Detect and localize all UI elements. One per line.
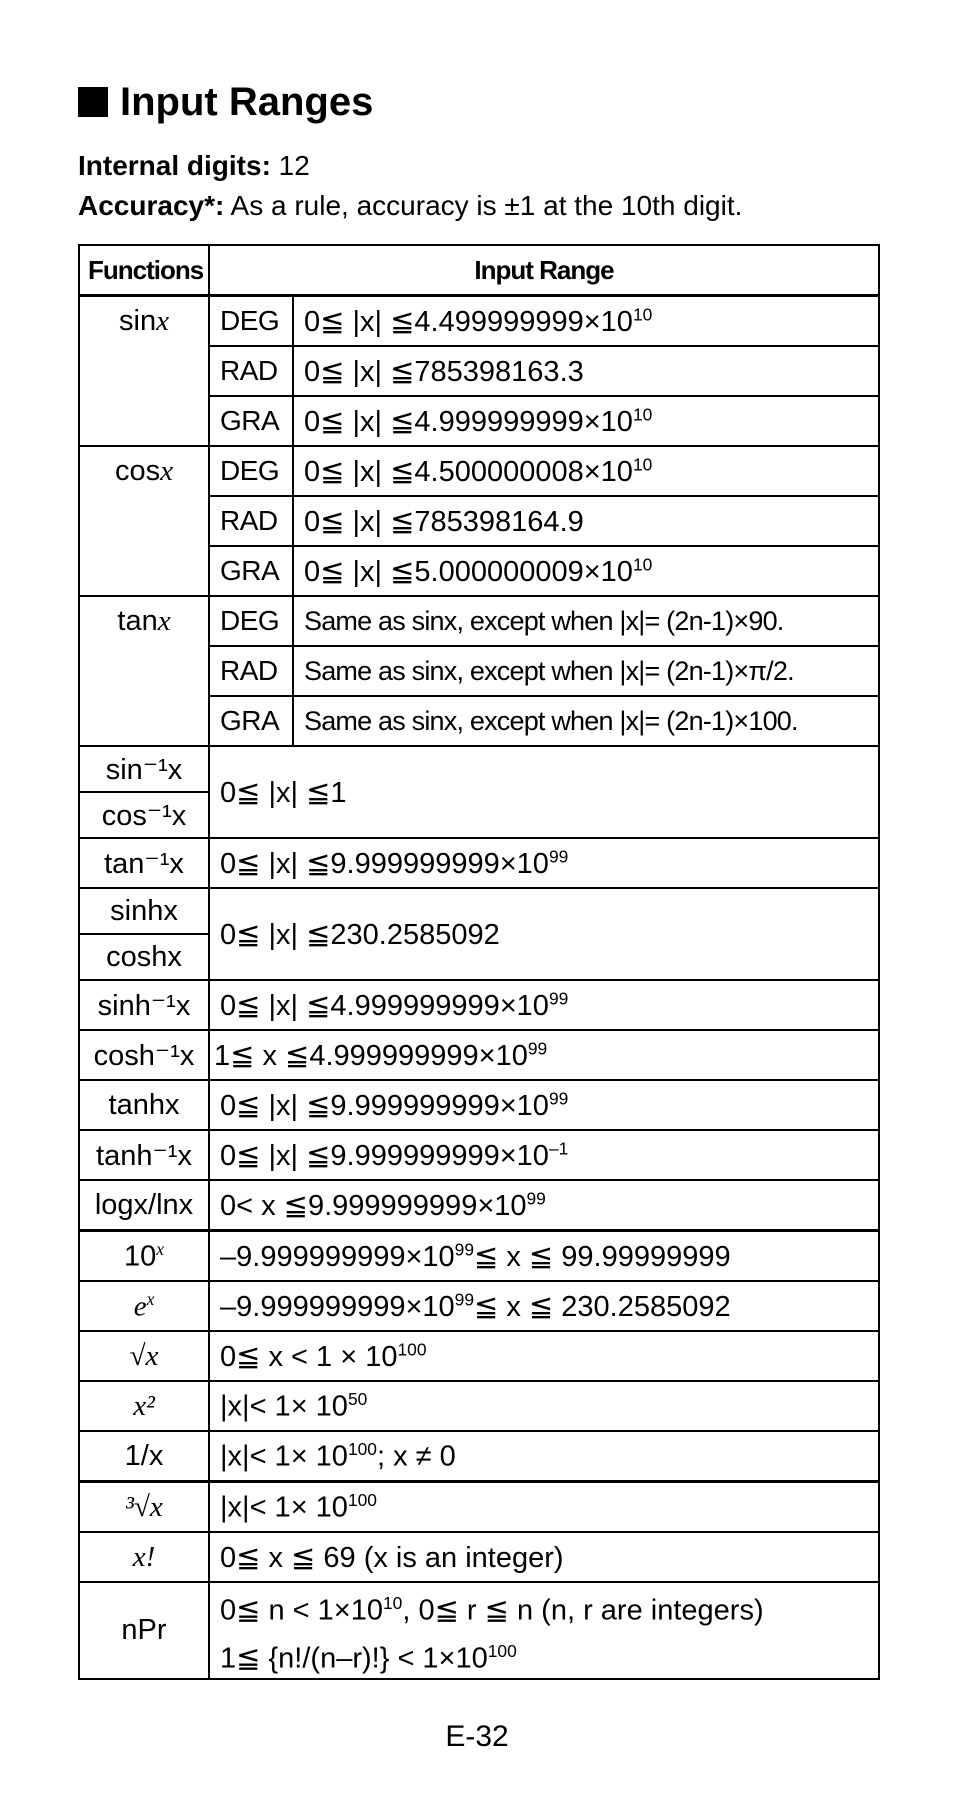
range-cell: 0≦ $x < 1 \times 10^{100}$ <box>209 1331 879 1381</box>
range-cell: Same as sinx, except when |x|= (2n-1)×90. <box>293 596 879 646</box>
range-cell: 0≦ $n < 1\times 10^{10}$, 0≦ r ≦ n (n, r are integers) 1≦ $\{n!/(n-r)!\} < 1\times 10^{100}$ <box>209 1582 879 1679</box>
fn-acosh: cosh⁻¹x <box>79 1030 209 1080</box>
mode-cell: RAD <box>209 496 293 546</box>
mode-cell: GRA <box>209 546 293 596</box>
page-number: E-32 <box>445 1720 509 1753</box>
range-cell: $|x|< 1\times 10^{100}$ <box>209 1482 879 1533</box>
fn-sinh: sinhx <box>79 888 209 934</box>
range-cell: 0≦ |x| ≦785398164.9 <box>293 496 879 546</box>
black-square-icon <box>78 87 108 117</box>
table-header-row <box>79 245 879 296</box>
internal-digits-label: Internal digits: <box>78 150 271 181</box>
fn-cosh: coshx <box>79 934 209 980</box>
accuracy-line <box>78 190 742 222</box>
range-cell: 0< x $≦9.999999999\times 10^{99}$ <box>209 1180 879 1231</box>
table-row <box>79 1331 879 1381</box>
fn-atan: tan⁻¹x <box>79 838 209 888</box>
mode-cell: GRA <box>209 396 293 446</box>
fn-pow10: 10$^x$ <box>79 1231 209 1282</box>
range-cell: 1≦ x $≦4.999999999\times 10^{99}$ <box>209 1030 879 1080</box>
table-row <box>79 1532 879 1582</box>
range-cell: 0≦ |x| ≦785398163.3 <box>293 346 879 396</box>
table-row <box>79 1431 879 1482</box>
internal-digits-line <box>78 150 310 182</box>
range-cell: 0≦ |x| $≦9.999999999\times 10^{99}$ <box>209 838 879 888</box>
range-cell: 0≦ |x| $≦9.999999999\times 10^{-1}$ <box>209 1130 879 1180</box>
table-row <box>79 1482 879 1533</box>
fn-asin: sin⁻¹x <box>79 746 209 792</box>
table-row <box>79 1582 879 1679</box>
fn-cube-root: ³√x <box>79 1482 209 1533</box>
range-cell: 0≦ |x| $≦4.500000008\times 10^{10}$ <box>293 446 879 496</box>
range-cell: 0≦ x ≦ 69 (x is an integer) <box>209 1532 879 1582</box>
fn-tanh: tanhx <box>79 1080 209 1130</box>
header-input-range: Input Range <box>209 245 879 296</box>
table-row <box>79 1281 879 1331</box>
range-cell: 0≦ |x| $≦9.999999999\times 10^{99}$ <box>209 1080 879 1130</box>
table-row <box>79 888 879 934</box>
fn-log: logx/lnx <box>79 1180 209 1231</box>
range-cell: $-9.999999999\times 10^{99}≦$ x ≦ 99.99999999 <box>209 1231 879 1282</box>
table-row <box>79 980 879 1030</box>
range-cell: $-9.999999999\times 10^{99}≦$ x ≦ 230.2585092 <box>209 1281 879 1331</box>
table-row <box>79 596 879 646</box>
table-row <box>79 746 879 792</box>
fn-sqrt: √x <box>79 1331 209 1381</box>
range-cell: 0≦ |x| $≦5.000000009\times 10^{10}$ <box>293 546 879 596</box>
accuracy-label: Accuracy*: <box>78 190 225 221</box>
range-cell: $|x|< 1\times 10^{50}$ <box>209 1381 879 1431</box>
fn-factorial: x! <box>79 1532 209 1582</box>
mode-cell: DEG <box>209 296 293 347</box>
fn-sin: sinx <box>79 296 209 447</box>
fn-npr: nPr <box>79 1582 209 1679</box>
table-row <box>79 1231 879 1282</box>
input-range-table <box>78 244 880 1680</box>
table-row <box>79 1080 879 1130</box>
range-cell: 0≦ |x| ≦230.2585092 <box>209 888 879 980</box>
internal-digits-value: 12 <box>270 150 310 181</box>
heading-text: Input Ranges <box>120 80 374 124</box>
mode-cell: DEG <box>209 596 293 646</box>
mode-cell: GRA <box>209 696 293 746</box>
range-cell: 0≦ |x| $≦4.499999999\times 10^{10}$ <box>293 296 879 347</box>
mode-cell: RAD <box>209 646 293 696</box>
range-cell: $|x|< 1\times 10^{100}$; x ≠ 0 <box>209 1431 879 1482</box>
table-row <box>79 1130 879 1180</box>
table-row <box>79 446 879 496</box>
accuracy-value: As a rule, accuracy is ±1 at the 10th digit. <box>224 190 743 221</box>
range-cell: Same as sinx, except when |x|= (2n-1)×π/2. <box>293 646 879 696</box>
mode-cell: RAD <box>209 346 293 396</box>
table-row <box>79 1030 879 1080</box>
fn-tan: tanx <box>79 596 209 746</box>
fn-asinh: sinh⁻¹x <box>79 980 209 1030</box>
mode-cell: DEG <box>209 446 293 496</box>
section-heading <box>78 80 373 125</box>
table-row <box>79 1180 879 1231</box>
table-row <box>79 296 879 347</box>
fn-cos: cosx <box>79 446 209 596</box>
header-functions: Functions <box>79 245 209 296</box>
fn-exp: $e^x$ <box>79 1281 209 1331</box>
fn-reciprocal: 1/x <box>79 1431 209 1482</box>
range-cell: Same as sinx, except when |x|= (2n-1)×100. <box>293 696 879 746</box>
range-cell: 0≦ |x| ≦1 <box>209 746 879 838</box>
fn-square: x² <box>79 1381 209 1431</box>
range-cell: 0≦ |x| $≦4.999999999\times 10^{99}$ <box>209 980 879 1030</box>
table-row <box>79 1381 879 1431</box>
fn-acos: cos⁻¹x <box>79 792 209 838</box>
table-row <box>79 838 879 888</box>
range-cell: 0≦ |x| $≦4.999999999\times 10^{10}$ <box>293 396 879 446</box>
fn-atanh: tanh⁻¹x <box>79 1130 209 1180</box>
